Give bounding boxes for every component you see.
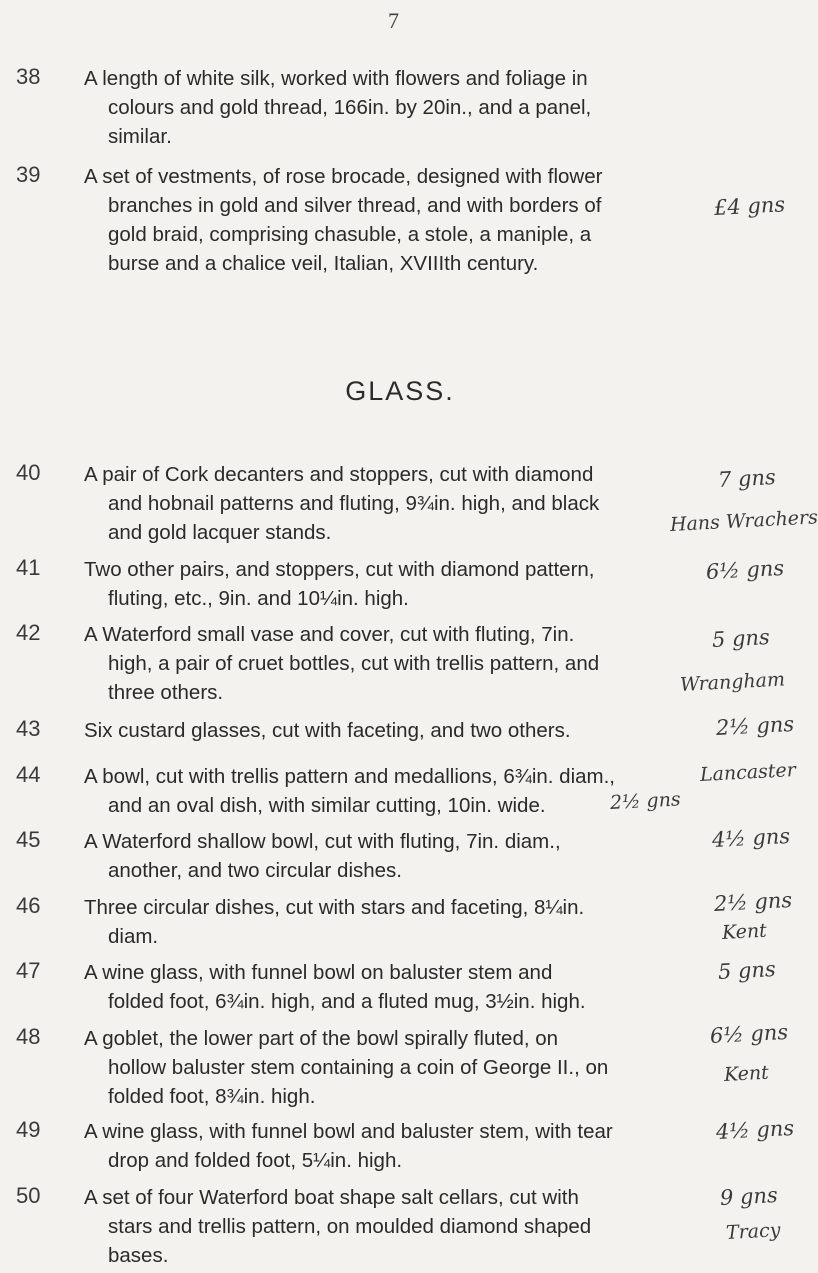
lot-number: 44 [16, 762, 41, 787]
description-line: another, and two circular dishes. [108, 859, 402, 882]
lot-number: 46 [16, 893, 41, 918]
description-line: A pair of Cork decanters and stoppers, cut with diamond [84, 463, 594, 486]
price-annotation: 6½ gns [705, 555, 785, 584]
lot-number: 40 [16, 460, 41, 485]
price-annotation: 2½ gns [715, 711, 795, 740]
buyer-annotation: Kent [721, 919, 768, 944]
description-line: stars and trellis pattern, on moulded diamond shaped [108, 1215, 592, 1238]
price-annotation: 4½ gns [711, 823, 791, 852]
price-annotation: 2½ gns [609, 788, 682, 814]
description-line: bases. [108, 1244, 169, 1267]
description-line: A wine glass, with funnel bowl on baluster stem and [84, 961, 553, 984]
page-number: 7 [388, 8, 399, 33]
lot-description [84, 460, 704, 547]
description-line: A Waterford small vase and cover, cut with fluting, 7in. [84, 623, 575, 646]
lot-number: 48 [16, 1024, 41, 1049]
description-line: fluting, etc., 9in. and 10¼in. high. [108, 587, 409, 610]
price-annotation: £4 gns [713, 192, 786, 220]
price-annotation: 5 gns [717, 956, 777, 984]
price-annotation: 5 gns [711, 624, 771, 652]
lot-number: 42 [16, 620, 41, 645]
description-line: and hobnail patterns and fluting, 9¾in. high, and black [108, 492, 600, 515]
description-line: high, a pair of cruet bottles, cut with trellis pattern, and [108, 652, 600, 675]
lot-description [84, 1183, 704, 1270]
lot-number: 45 [16, 827, 41, 852]
description-line: branches in gold and silver thread, and with borders of [108, 194, 602, 217]
description-line: and an oval dish, with similar cutting, 10in. wide. [108, 794, 546, 817]
description-line: A length of white silk, worked with flowers and foliage in [84, 67, 588, 90]
description-line: A goblet, the lower part of the bowl spirally fluted, on [84, 1027, 559, 1050]
lot-description [84, 620, 704, 707]
lot-number: 38 [16, 64, 41, 89]
buyer-annotation: Hans Wrachers [669, 506, 818, 536]
price-annotation: 6½ gns [709, 1019, 789, 1048]
lot-description [84, 1117, 704, 1175]
buyer-annotation: Tracy [725, 1219, 781, 1244]
lot-description [84, 555, 704, 613]
description-line: Six custard glasses, cut with faceting, and two others. [84, 719, 571, 742]
description-line: Two other pairs, and stoppers, cut with diamond pattern, [84, 558, 595, 581]
description-line: drop and folded foot, 5¼in. high. [108, 1149, 403, 1172]
lot-description [84, 827, 704, 885]
buyer-annotation: Lancaster [699, 758, 797, 786]
lot-number: 43 [16, 716, 41, 741]
description-line: A Waterford shallow bowl, cut with fluting, 7in. diam., [84, 830, 561, 853]
lot-number: 39 [16, 162, 41, 187]
lot-description [84, 64, 704, 151]
description-line: A set of four Waterford boat shape salt cellars, cut with [84, 1186, 579, 1209]
description-line: colours and gold thread, 166in. by 20in., and a panel, [108, 96, 592, 119]
description-line: similar. [108, 125, 172, 148]
description-line: and gold lacquer stands. [108, 521, 332, 544]
lot-number: 41 [16, 555, 41, 580]
lot-number: 49 [16, 1117, 41, 1142]
price-annotation: 9 gns [719, 1182, 779, 1210]
description-line: gold braid, comprising chasuble, a stole, a maniple, a [108, 223, 592, 246]
lot-description [84, 1024, 704, 1111]
price-annotation: 4½ gns [715, 1115, 795, 1144]
description-line: three others. [108, 681, 224, 704]
price-annotation: 2½ gns [713, 887, 793, 916]
lot-description [84, 958, 704, 1016]
lot-number: 50 [16, 1183, 41, 1208]
description-line: folded foot, 6¾in. high, and a fluted mug, 3½in. high. [108, 990, 586, 1013]
description-line: burse and a chalice veil, Italian, XVIIIth century. [108, 252, 539, 275]
description-line: A set of vestments, of rose brocade, designed with flower [84, 165, 603, 188]
lot-description [84, 162, 704, 278]
description-line: A bowl, cut with trellis pattern and medallions, 6¾in. diam., [84, 765, 615, 788]
description-line: folded foot, 8¾in. high. [108, 1085, 316, 1108]
description-line: hollow baluster stem containing a coin of George II., on [108, 1056, 609, 1079]
lot-number: 47 [16, 958, 41, 983]
buyer-annotation: Kent [723, 1061, 770, 1086]
buyer-annotation: Wrangham [679, 668, 786, 696]
description-line: diam. [108, 925, 159, 948]
price-annotation: 7 gns [717, 464, 777, 492]
section-heading: GLASS. [345, 376, 455, 406]
description-line: A wine glass, with funnel bowl and baluster stem, with tear [84, 1120, 613, 1143]
lot-description [84, 893, 704, 951]
lot-description [84, 716, 704, 745]
description-line: Three circular dishes, cut with stars and faceting, 8¼in. [84, 896, 585, 919]
